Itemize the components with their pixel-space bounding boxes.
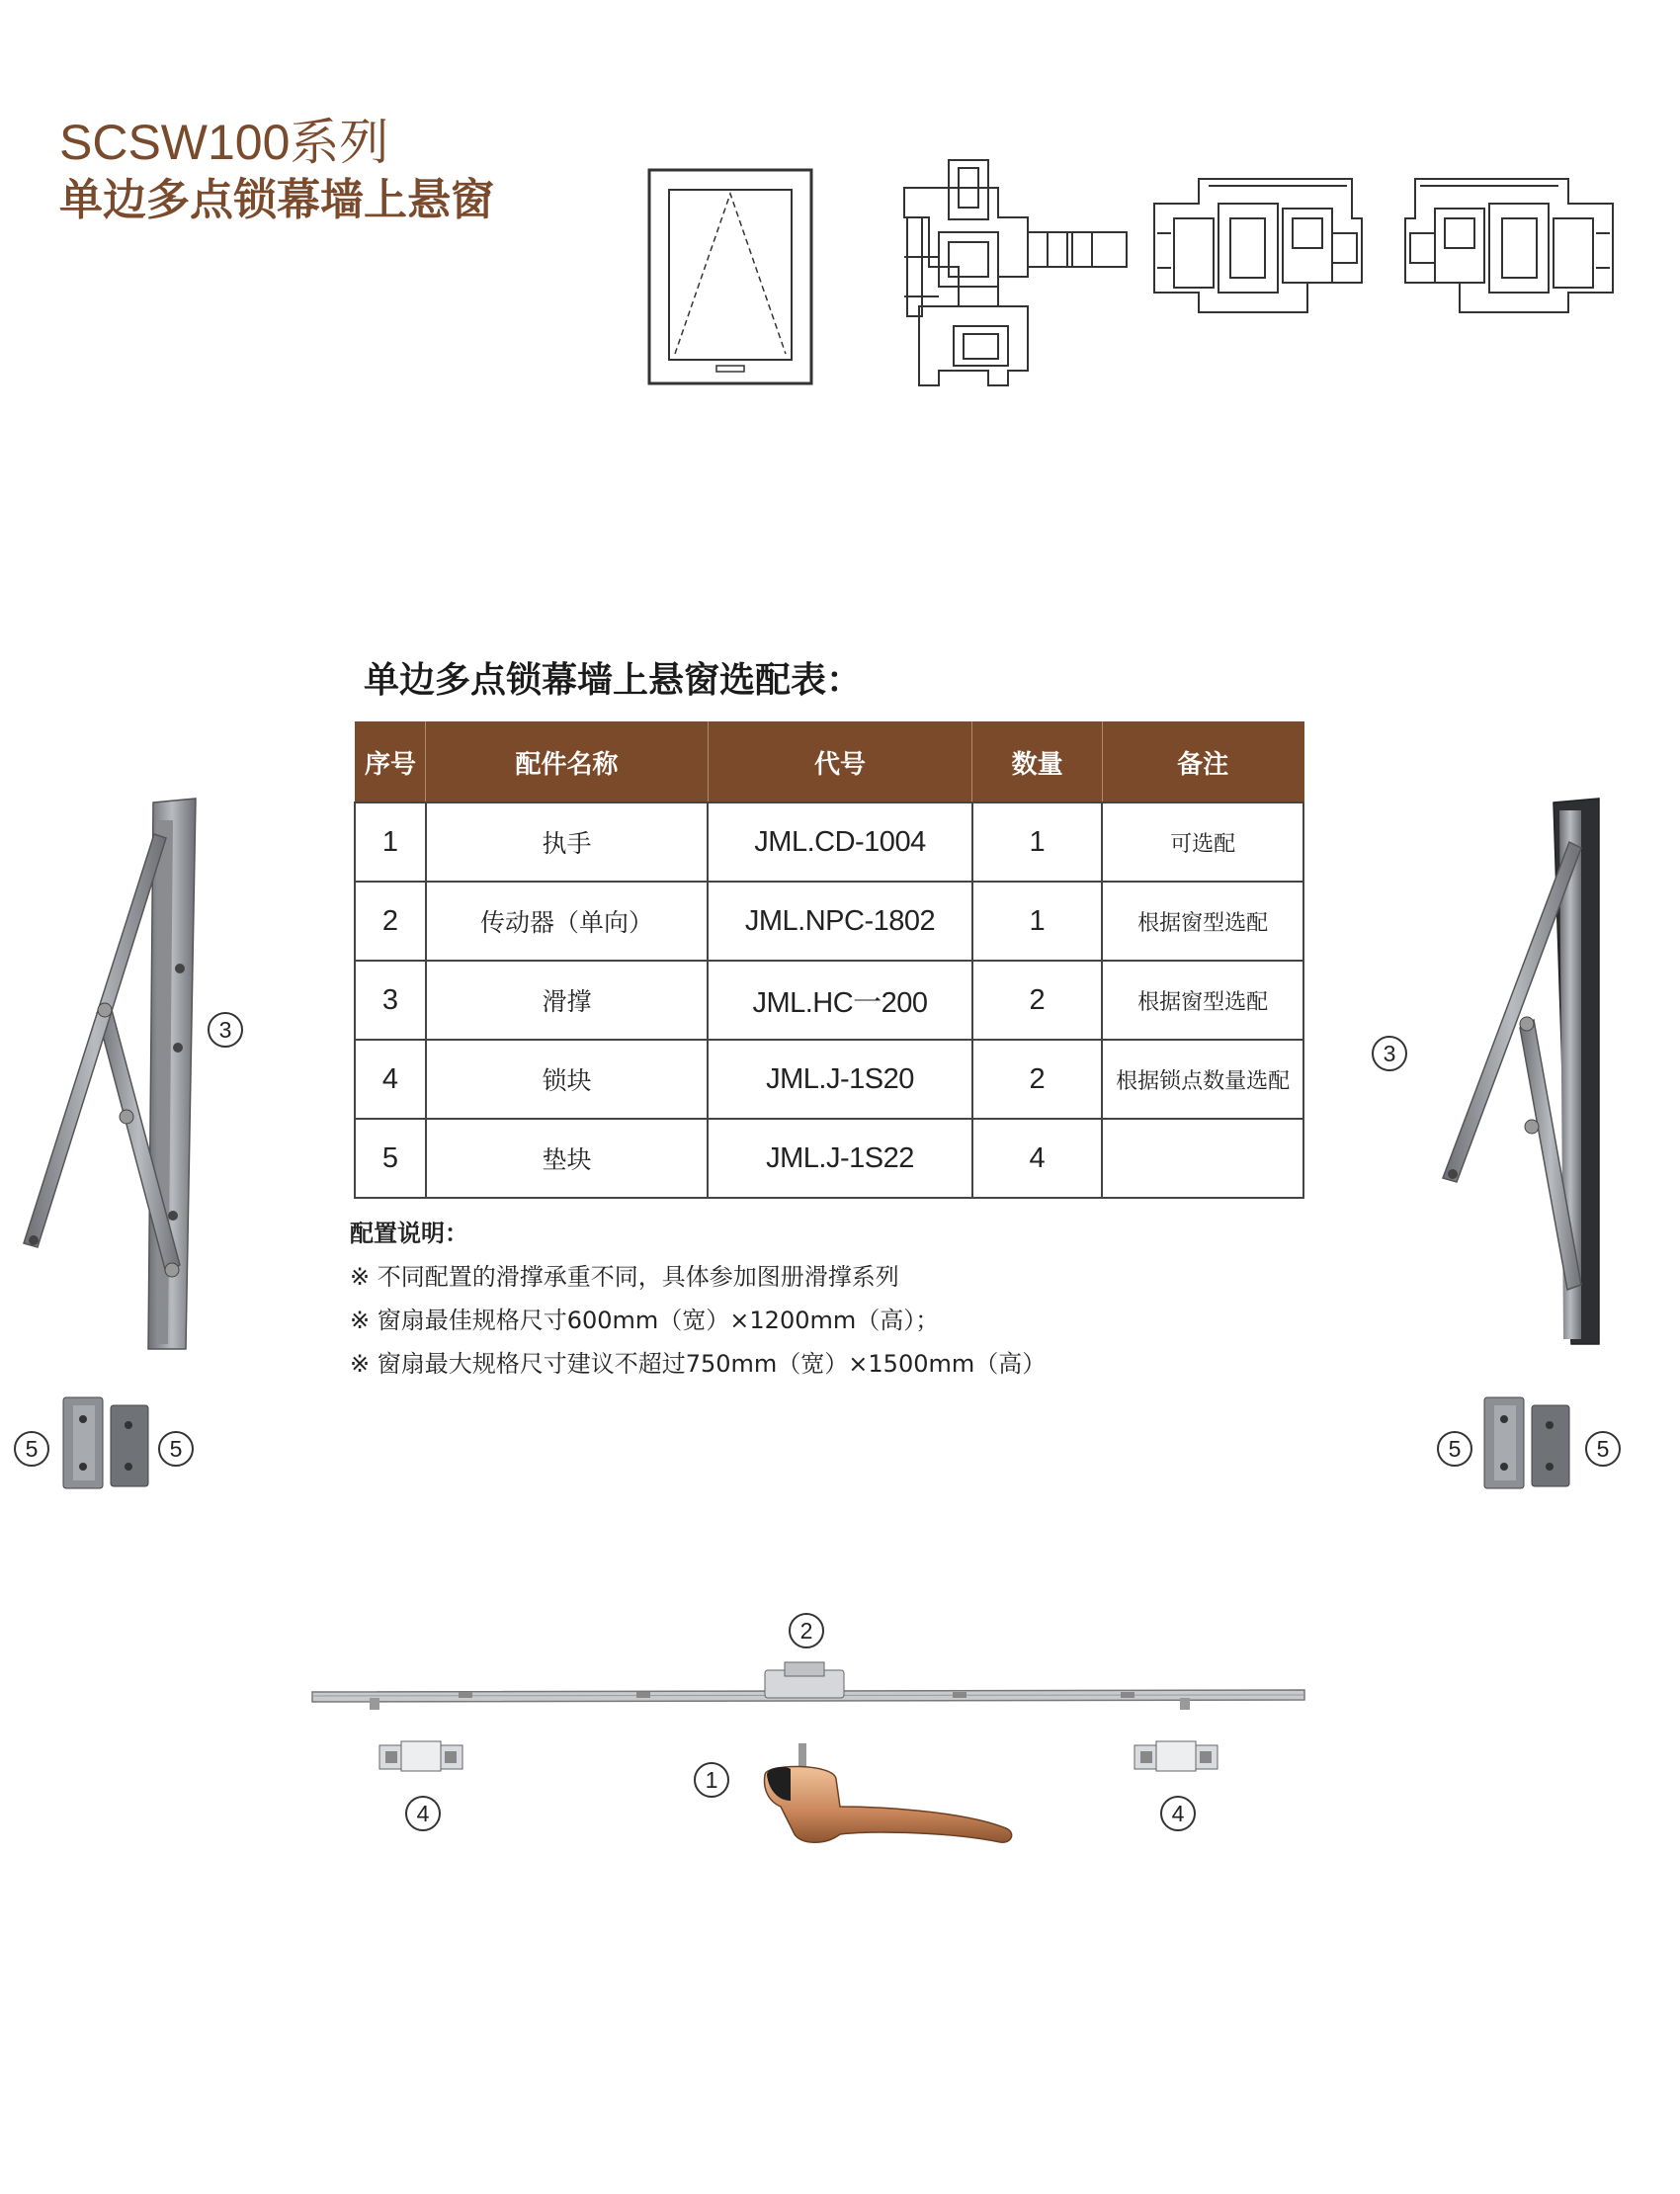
cell-qty: 1	[972, 882, 1102, 961]
marker-lock-block-left: 4	[405, 1796, 441, 1831]
table-row	[355, 802, 1303, 882]
marker-spacer-right-b: 5	[1585, 1431, 1621, 1467]
column-header-name: 配件名称	[426, 722, 708, 803]
lock-block-right-image	[1133, 1739, 1219, 1773]
cell-no: 3	[355, 961, 426, 1040]
horizontal-section-left-drawing	[1149, 174, 1367, 322]
product-title: 单边多点锁幕墙上悬窗	[59, 175, 494, 225]
cell-note: 根据锁点数量选配	[1102, 1040, 1303, 1119]
column-header-no: 序号	[355, 722, 426, 803]
cell-code: JML.NPC-1802	[708, 882, 972, 961]
lock-block-left-image	[378, 1739, 464, 1773]
vertical-section-drawing	[899, 158, 1136, 390]
marker-transmission: 2	[789, 1613, 824, 1648]
cell-code: JML.HC一200	[708, 961, 972, 1040]
marker-spacer-right-a: 5	[1437, 1431, 1472, 1467]
cell-qty: 2	[972, 961, 1102, 1040]
cell-name: 锁块	[426, 1040, 708, 1119]
window-elevation-drawing	[647, 168, 815, 387]
transmission-bar-image	[310, 1656, 1308, 1716]
marker-lock-block-right: 4	[1160, 1796, 1196, 1831]
spacer-blocks-right-image	[1482, 1395, 1571, 1490]
cell-name: 执手	[426, 802, 708, 882]
table-row	[355, 961, 1303, 1040]
note-line: ※ 窗扇最大规格尺寸建议不超过750mm（宽）×1500mm（高）	[350, 1350, 1047, 1378]
cell-code: JML.J-1S22	[708, 1119, 972, 1198]
cell-name: 传动器（单向）	[426, 882, 708, 961]
handle-image	[745, 1741, 1018, 1850]
series-title: SCSW100系列	[59, 115, 389, 170]
column-header-note: 备注	[1102, 722, 1303, 803]
marker-handle: 1	[694, 1762, 729, 1798]
table-header-row	[355, 722, 1303, 803]
config-notes	[350, 1212, 1046, 1386]
note-line: ※ 窗扇最佳规格尺寸600mm（宽）×1200mm（高）；	[350, 1307, 940, 1334]
column-header-qty: 数量	[972, 722, 1102, 803]
cell-name: 垫块	[426, 1119, 708, 1198]
notes-heading: 配置说明：	[350, 1220, 468, 1247]
cell-qty: 2	[972, 1040, 1102, 1119]
cell-note: 可选配	[1102, 802, 1303, 882]
cell-code: JML.J-1S20	[708, 1040, 972, 1119]
marker-spacer-left-b: 5	[158, 1431, 194, 1467]
spacer-blocks-left-image	[61, 1395, 150, 1490]
marker-friction-stay: 3	[208, 1012, 243, 1048]
config-table	[354, 721, 1304, 1199]
cell-qty: 1	[972, 802, 1102, 882]
cell-name: 滑撑	[426, 961, 708, 1040]
friction-stay-left-image	[10, 791, 208, 1359]
table-heading: 单边多点锁幕墙上悬窗选配表：	[364, 660, 863, 701]
cell-note: 根据窗型选配	[1102, 882, 1303, 961]
marker-spacer-left-a: 5	[14, 1431, 49, 1467]
cell-code: JML.CD-1004	[708, 802, 972, 882]
table-row	[355, 1040, 1303, 1119]
cell-no: 4	[355, 1040, 426, 1119]
table-row	[355, 1119, 1303, 1198]
cell-note: 根据窗型选配	[1102, 961, 1303, 1040]
cell-note	[1102, 1119, 1303, 1198]
cell-no: 2	[355, 882, 426, 961]
column-header-code: 代号	[708, 722, 972, 803]
cell-no: 1	[355, 802, 426, 882]
cell-qty: 4	[972, 1119, 1102, 1198]
note-line: ※ 不同配置的滑撑承重不同，具体参加图册滑撑系列	[350, 1263, 899, 1291]
cell-no: 5	[355, 1119, 426, 1198]
table-row	[355, 882, 1303, 961]
friction-stay-right-image	[1433, 791, 1611, 1349]
horizontal-section-right-drawing	[1400, 174, 1618, 322]
marker-friction-stay-right: 3	[1372, 1036, 1407, 1071]
